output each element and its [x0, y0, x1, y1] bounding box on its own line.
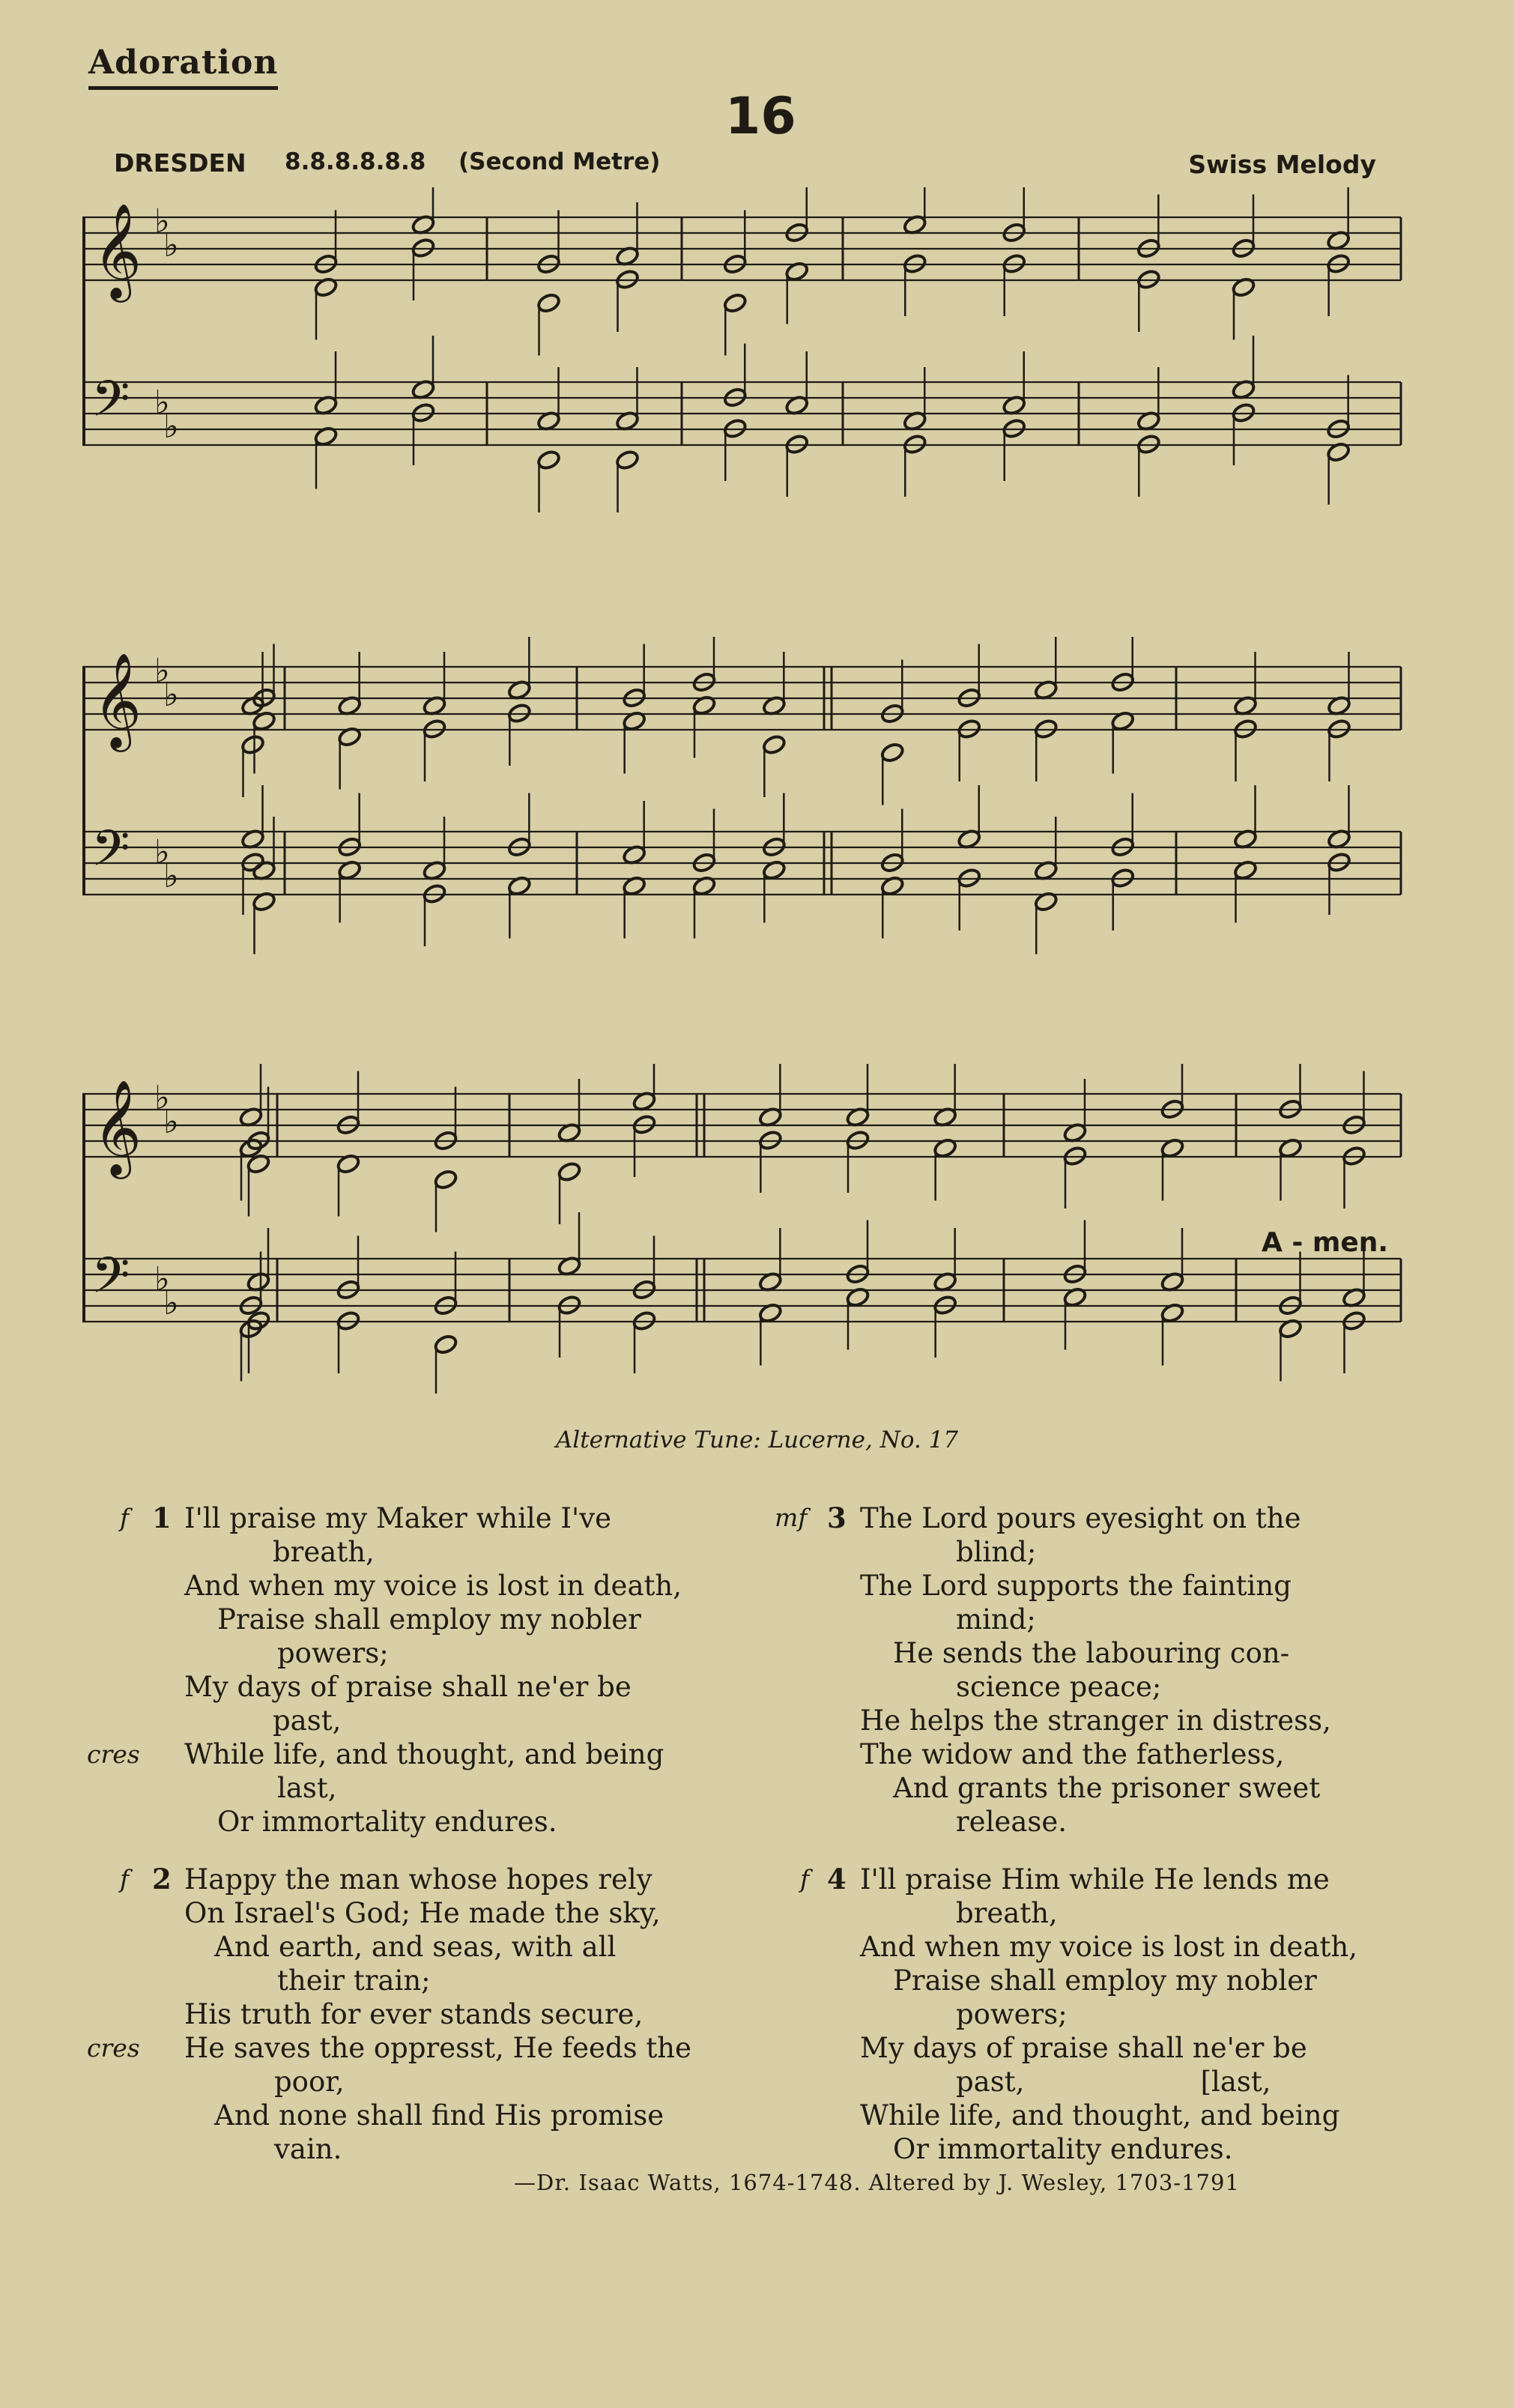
verse-line: While life, and thought, and being: [184, 1738, 664, 1770]
amen-label: A - men.: [1262, 1227, 1389, 1258]
verse-line: He helps the stranger in distress,: [860, 1704, 1331, 1737]
verse-1-number: 1: [152, 1501, 172, 1534]
verse-line: past, [last,: [956, 2066, 1271, 2098]
svg-text:𝄢: 𝄢: [91, 820, 130, 889]
verse-line: The Lord pours eyesight on the: [860, 1502, 1301, 1534]
verse-line: And none shall find His promise: [214, 2099, 664, 2132]
svg-text:♭: ♭: [163, 676, 179, 714]
svg-text:♭: ♭: [154, 652, 170, 690]
verse-line: poor,: [274, 2066, 345, 2098]
svg-text:𝄞: 𝄞: [93, 1079, 142, 1175]
verse-line: And earth, and seas, with all: [214, 1931, 617, 1963]
svg-text:𝄢: 𝄢: [91, 370, 130, 440]
tune-name: DRESDEN: [114, 148, 246, 178]
verse-4-dynamic: f: [800, 1864, 810, 1893]
verse-2-cres-mark: cres: [87, 2033, 140, 2063]
verse-4: [860, 1863, 1357, 2166]
music-system-1: [82, 187, 1408, 517]
tune-meter: 8.8.8.8.8.8: [285, 148, 426, 175]
svg-text:♭: ♭: [163, 1284, 179, 1322]
svg-text:♭: ♭: [163, 226, 179, 264]
verse-line: I'll praise Him while He lends me: [860, 1863, 1330, 1896]
svg-text:♭: ♭: [154, 202, 170, 241]
staff-group: [82, 187, 1401, 512]
verse-1: [184, 1501, 682, 1839]
staff-notation-1: [82, 187, 1408, 517]
verse-1-dynamic: f: [120, 1503, 130, 1532]
verse-line: On Israel's God; He made the sky,: [184, 1897, 661, 1929]
verse-line: He sends the labouring con-: [893, 1637, 1290, 1669]
verse-4-number: 4: [827, 1863, 847, 1896]
verse-line: release.: [956, 1806, 1068, 1838]
svg-text:♭: ♭: [163, 408, 179, 446]
verse-3-dynamic: mf: [775, 1503, 808, 1532]
verse-line: mind;: [956, 1603, 1036, 1636]
verse-line: The widow and the fatherless,: [860, 1738, 1285, 1770]
verse-line: Or immortality endures.: [893, 2133, 1233, 2165]
tune-source: Swiss Melody: [1188, 150, 1376, 179]
verse-2: [184, 1863, 691, 2166]
svg-text:♭: ♭: [154, 1260, 170, 1298]
verse-line: I'll praise my Maker while I've: [184, 1502, 611, 1534]
verse-line: His truth for ever stands secure,: [184, 1998, 644, 2030]
staff-group: [82, 637, 1401, 955]
verse-line: The Lord supports the fainting: [860, 1570, 1292, 1602]
svg-text:𝄞: 𝄞: [93, 652, 142, 748]
music-system-2: [82, 637, 1408, 966]
svg-text:♭: ♭: [163, 1103, 179, 1141]
verse-line: science peace;: [956, 1671, 1162, 1703]
verse-line: powers;: [277, 1637, 389, 1669]
staff-notation-3: [82, 1064, 1408, 1394]
verse-line: last,: [277, 1772, 337, 1804]
verse-line: My days of praise shall ne'er be: [184, 1671, 632, 1703]
verse-line: While life, and thought, and being: [860, 2099, 1340, 2132]
svg-text:♭: ♭: [154, 1079, 170, 1117]
svg-text:𝄞: 𝄞: [93, 202, 142, 298]
svg-text:♭: ♭: [154, 833, 170, 871]
verse-line: their train;: [277, 1964, 431, 1997]
music-system-3: [82, 1064, 1408, 1394]
verse-line: breath,: [956, 1897, 1058, 1929]
alternative-tune-note: Alternative Tune: Lucerne, No. 17: [555, 1427, 959, 1453]
verse-line: past,: [273, 1704, 342, 1737]
verse-line: Or immortality endures.: [217, 1806, 557, 1838]
verse-3-number: 3: [827, 1501, 847, 1534]
verse-line: My days of praise shall ne'er be: [860, 2032, 1307, 2064]
verse-line: And grants the prisoner sweet: [893, 1772, 1321, 1804]
verse-3: [860, 1501, 1331, 1839]
verse-line: breath,: [273, 1536, 375, 1568]
tune-metre-note: (Second Metre): [458, 148, 661, 175]
verse-line: Praise shall employ my nobler: [217, 1603, 641, 1636]
verse-line: vain.: [274, 2133, 342, 2165]
verse-1-cres-mark: cres: [87, 1740, 140, 1769]
svg-text:♭: ♭: [163, 857, 179, 895]
svg-text:♭: ♭: [154, 384, 170, 422]
attribution: —Dr. Isaac Watts, 1674-1748. Altered by J. Wesley, 1703-1791: [514, 2170, 1240, 2195]
svg-text:𝄢: 𝄢: [91, 1247, 130, 1316]
verse-line: He saves the oppresst, He feeds the: [184, 2032, 691, 2064]
hymn-number: 16: [725, 87, 796, 146]
verse-2-dynamic: f: [120, 1864, 130, 1893]
verse-line: powers;: [956, 1998, 1068, 2030]
section-heading: Adoration: [88, 43, 278, 90]
staff-notation-2: [82, 637, 1408, 966]
staff-group: [82, 1064, 1401, 1394]
verse-line: And when my voice is lost in death,: [860, 1931, 1357, 1963]
verse-line: Praise shall employ my nobler: [893, 1964, 1317, 1997]
verse-line: blind;: [956, 1536, 1037, 1568]
verse-line: Happy the man whose hopes rely: [184, 1863, 652, 1896]
verse-2-number: 2: [152, 1863, 172, 1896]
verse-line: And when my voice is lost in death,: [184, 1570, 682, 1602]
